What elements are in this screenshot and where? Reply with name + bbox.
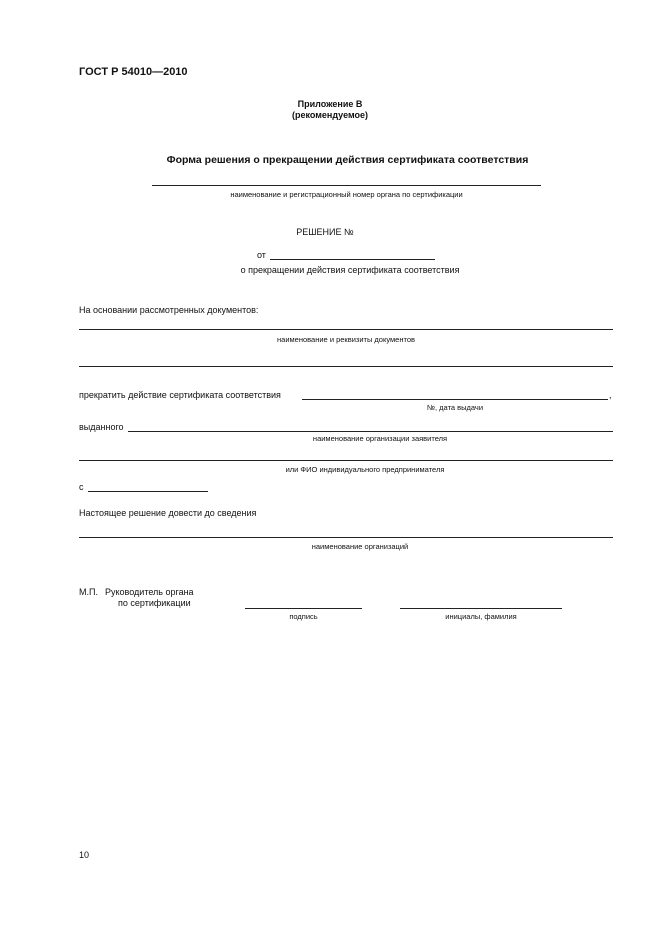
head-title-line2: по сертификации	[118, 598, 191, 608]
signature-line	[245, 608, 362, 609]
terminate-label: прекратить действие сертификата соответствия	[79, 390, 281, 400]
entrepreneur-caption: или ФИО индивидуального предпринимателя	[285, 465, 445, 474]
decision-subject: о прекращении действия сертификата соответствия	[240, 265, 460, 275]
since-label: с	[79, 482, 84, 492]
issued-label: выданного	[79, 422, 124, 432]
page-number: 10	[79, 850, 90, 860]
notice-line	[79, 537, 613, 538]
signature-caption: подпись	[289, 612, 318, 621]
basis-label: На основании рассмотренных документов:	[79, 305, 259, 315]
name-line	[400, 608, 562, 609]
since-date-line	[88, 491, 208, 492]
form-title: Форма решения о прекращении действия сертификата соответствия	[166, 154, 529, 166]
terminate-comma: ,	[609, 390, 612, 400]
organ-name-line	[152, 185, 541, 186]
standard-header: ГОСТ Р 54010—2010	[79, 66, 188, 78]
basis-line-2	[79, 366, 613, 367]
name-caption: инициалы, фамилия	[445, 612, 517, 621]
decision-label: РЕШЕНИЕ №	[296, 227, 354, 237]
notice-label: Настоящее решение довести до сведения	[79, 508, 257, 518]
notice-caption: наименование организаций	[311, 542, 409, 551]
organ-caption: наименование и регистрационный номер органа по сертификации	[230, 190, 463, 199]
appendix-title: Приложение В	[297, 99, 363, 109]
basis-caption: наименование и реквизиты документов	[277, 335, 415, 344]
basis-line-1	[79, 329, 613, 330]
stamp-label: М.П.	[79, 587, 98, 597]
certificate-number-line	[302, 399, 608, 400]
certificate-number-caption: №, дата выдачи	[426, 403, 484, 412]
head-title-line1: Руководитель органа	[105, 587, 194, 597]
applicant-org-caption: наименование организации заявителя	[312, 434, 448, 443]
applicant-org-line	[128, 431, 613, 432]
appendix-kind: (рекомендуемое)	[292, 110, 368, 120]
decision-from-label: от	[257, 250, 266, 260]
entrepreneur-line	[79, 460, 613, 461]
decision-date-line	[270, 259, 435, 260]
